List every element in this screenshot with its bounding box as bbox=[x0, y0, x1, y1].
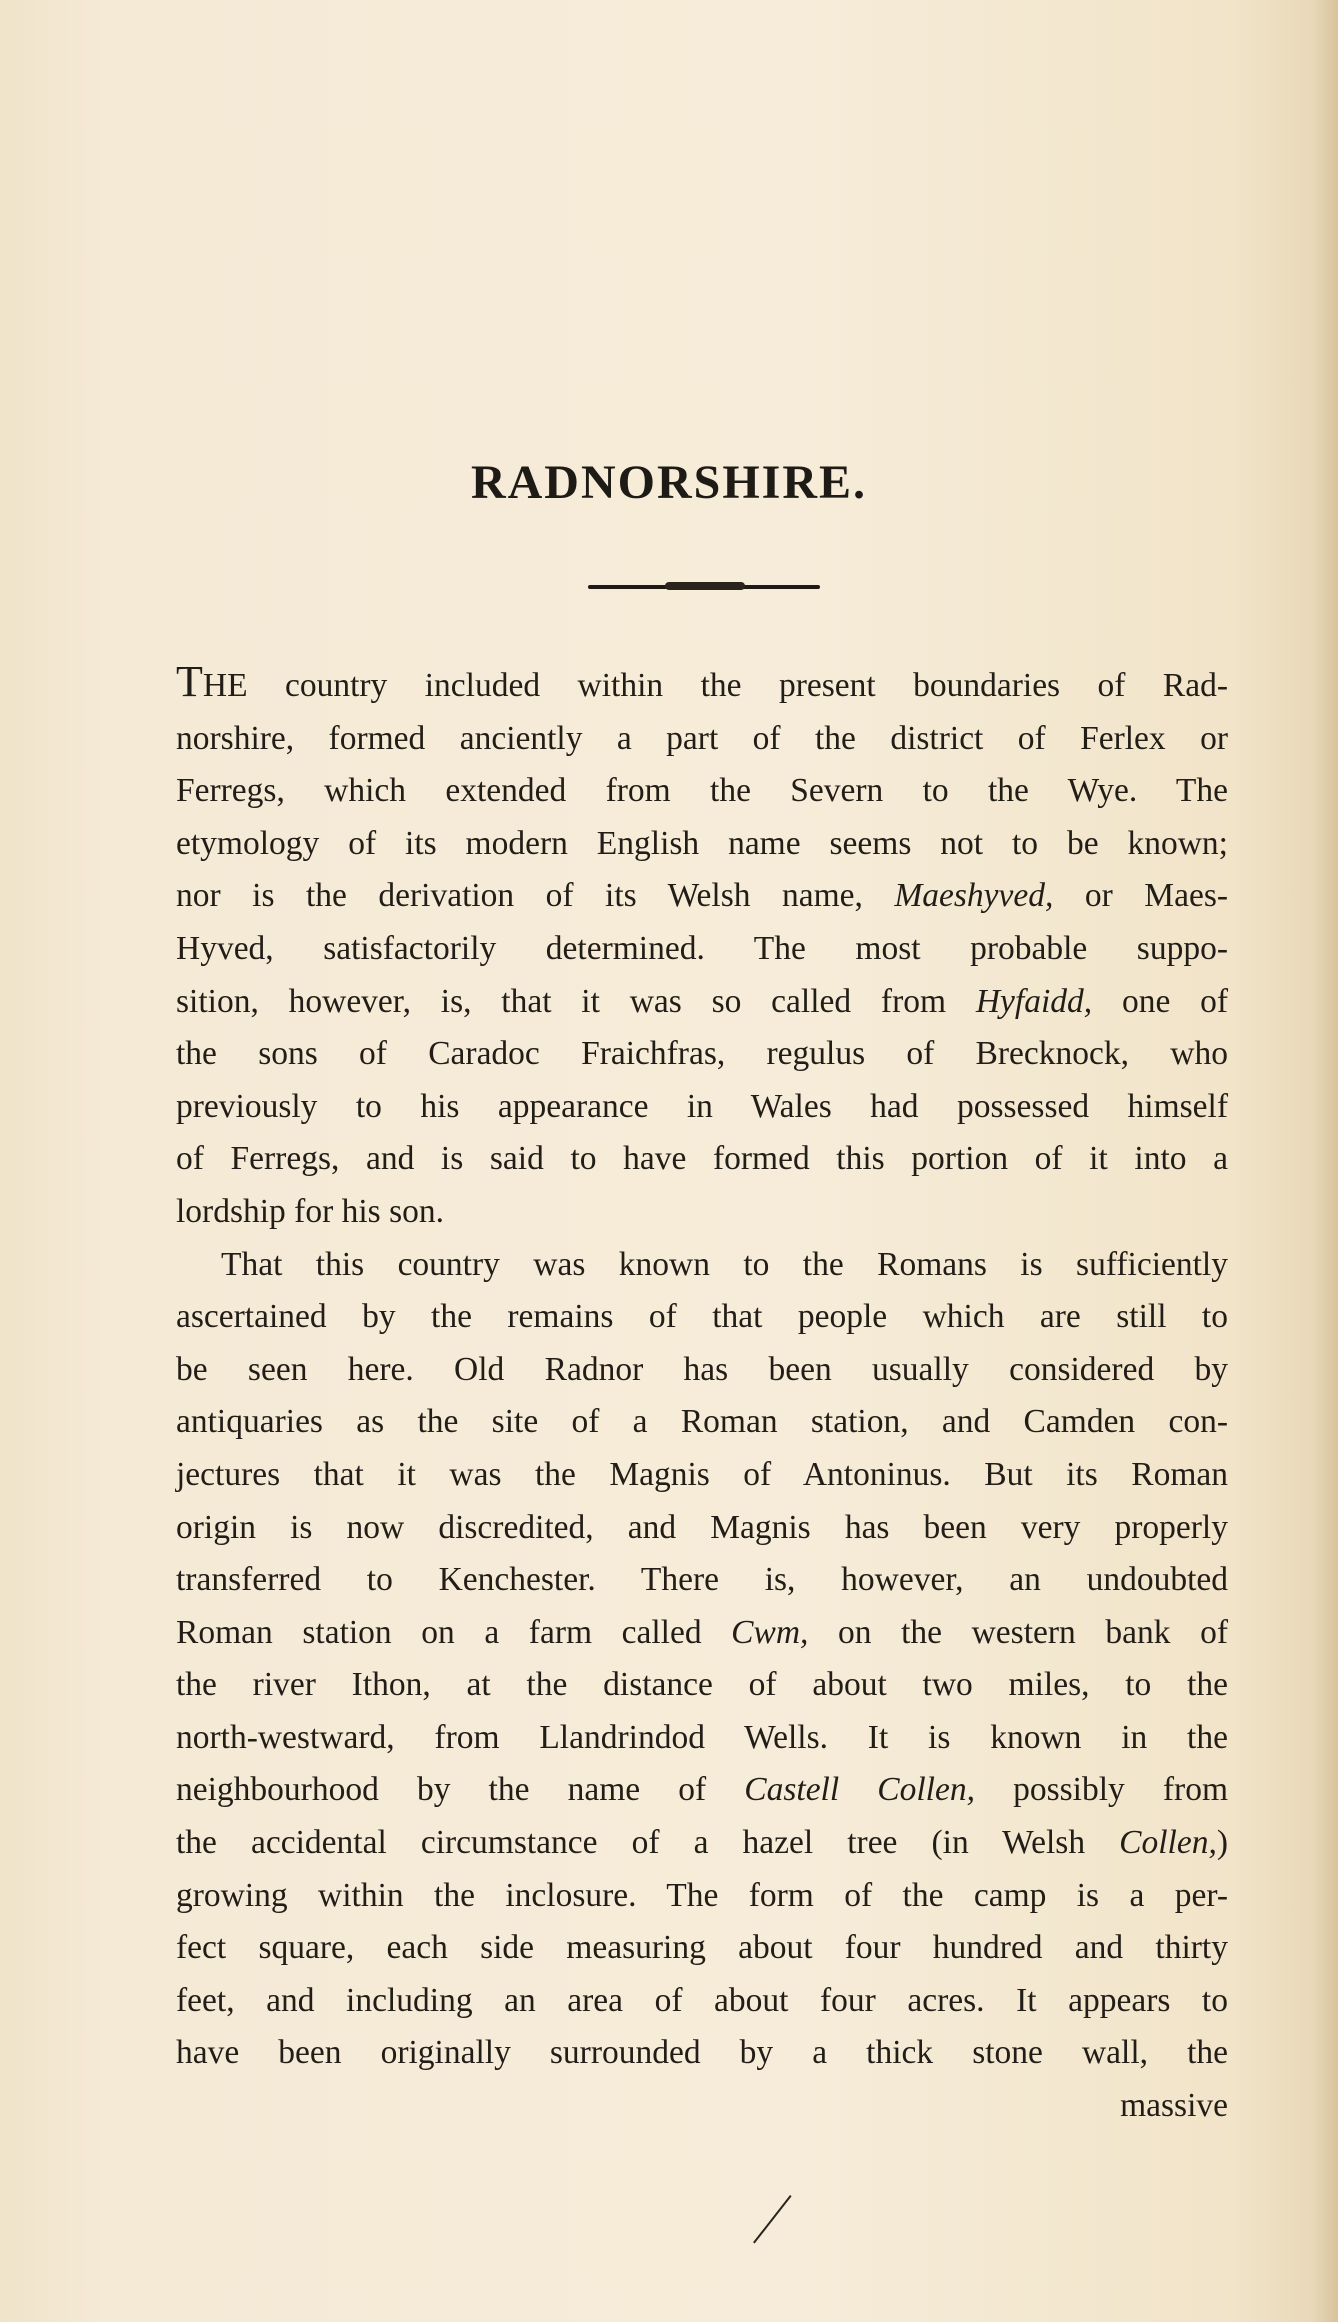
text-line: Roman station on a farm called Cwm, on the western bank of bbox=[176, 1613, 1228, 1651]
text-line: That this country was known to the Romans is sufficiently bbox=[221, 1245, 1228, 1283]
italic-term: Collen, bbox=[1119, 1824, 1217, 1862]
chapter-title: RADNORSHIRE. bbox=[470, 456, 868, 509]
body-text bbox=[176, 657, 1229, 2133]
text-line: etymology of its modern English name seems not to be known; bbox=[176, 824, 1228, 862]
text-line: lordship for his son. bbox=[176, 1192, 444, 1230]
drop-cap: T bbox=[176, 657, 203, 706]
text-line: fect square, each side measuring about four hundred and thirty bbox=[176, 1929, 1228, 1967]
text-line: ascertained by the remains of that people which are still to bbox=[176, 1298, 1228, 1336]
text-line: neighbourhood by the name of Castell Collen, possibly from bbox=[176, 1771, 1229, 1809]
text-line: Ferregs, which extended from the Severn to the Wye. The bbox=[176, 772, 1228, 810]
text-line: north-westward, from Llandrindod Wells. It is known in the bbox=[176, 1718, 1228, 1756]
text-line: norshire, formed anciently a part of the district of Ferlex or bbox=[176, 719, 1228, 757]
text-line: growing within the inclosure. The form of the camp is a per- bbox=[176, 1876, 1228, 1914]
text-line: sition, however, is, that it was so called from Hyfaidd, one of bbox=[176, 982, 1229, 1020]
text-line: feet, and including an area of about four acres. It appears to bbox=[176, 1981, 1228, 2019]
text-line: previously to his appearance in Wales had possessed himself bbox=[176, 1087, 1228, 1125]
text-line: be seen here. Old Radnor has been usually considered by bbox=[176, 1350, 1228, 1388]
text-line: nor is the derivation of its Welsh name, Maeshyved, or Maes- bbox=[176, 877, 1229, 915]
text-line: THE country included within the present boundaries of Rad- bbox=[176, 657, 1228, 706]
italic-term: Castell Collen, bbox=[744, 1771, 975, 1809]
catchword: massive bbox=[1120, 2087, 1228, 2125]
text-line: jectures that it was the Magnis of Antoninus. But its Roman bbox=[176, 1455, 1228, 1493]
text-line: antiquaries as the site of a Roman station, and Camden con- bbox=[176, 1403, 1228, 1441]
title-rule-center bbox=[665, 582, 745, 590]
text-line: of Ferregs, and is said to have formed this portion of it into a bbox=[176, 1140, 1228, 1178]
italic-term: Hyfaidd, bbox=[975, 982, 1093, 1020]
text-line: transferred to Kenchester. There is, however, an undoubted bbox=[176, 1561, 1228, 1599]
text-line: the river Ithon, at the distance of about two miles, to the bbox=[176, 1666, 1228, 1704]
page-ink-mark bbox=[753, 2195, 792, 2244]
italic-term: Maeshyved, bbox=[894, 877, 1054, 915]
text-line: origin is now discredited, and Magnis has been very properly bbox=[176, 1508, 1228, 1546]
text-line: have been originally surrounded by a thick stone wall, the bbox=[176, 2034, 1228, 2072]
text-line: the sons of Caradoc Fraichfras, regulus of Brecknock, who bbox=[176, 1035, 1228, 1073]
italic-term: Cwm, bbox=[731, 1613, 809, 1651]
page-edge-shadow bbox=[1312, 0, 1338, 2322]
text-line: the accidental circumstance of a hazel tree (in Welsh Collen,) bbox=[176, 1824, 1228, 1862]
text-line: Hyved, satisfactorily determined. The most probable suppo- bbox=[176, 929, 1228, 967]
